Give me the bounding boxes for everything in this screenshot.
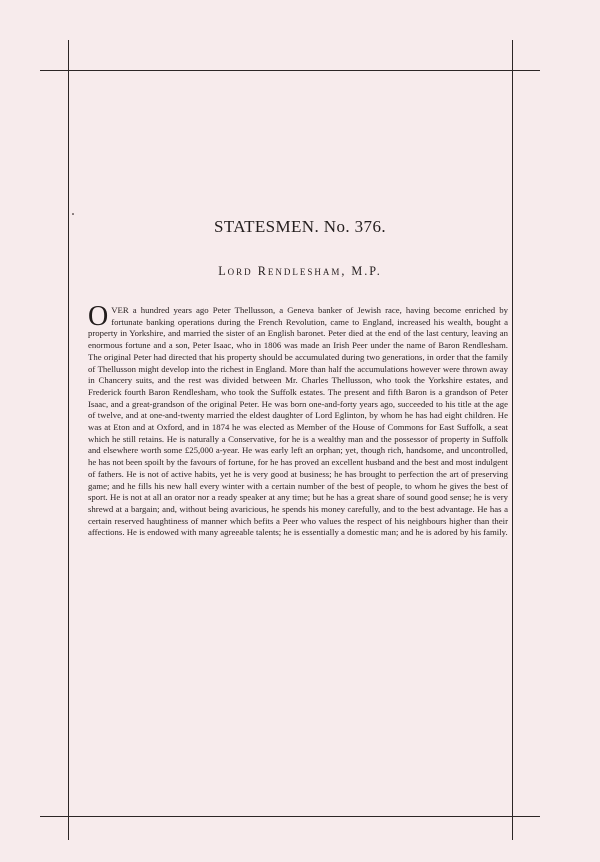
article-text: VER a hundred years ago Peter Thellusson, a Geneva banker of Jewish race, having become enriched by fortunate banking operations during the French Revolution, came to England, increased his wealth, bought a property in Yorkshire, and married the sister of an English baronet. Peter died at the end of the last century, leaving an enormous fortune and a son, Peter Isaac, who in 1806 was made an Irish Peer under the name of Baron Rendlesham. The original Peter had directed that his property should be accumulated during two generations, in order that the family of Thellusson might develop into the richest in England. More than half the accumulations however were thrown away in Chancery suits, and the rest was divided between Mr. Charles Thellusson, who took the Yorkshire estates, and Frederick fourth Baron Rendlesham, who took the Suffolk estates. The present and fifth Baron is a grandson of Peter Isaac, and a great-grandson of the original Peter. He was born one-and-forty years ago, succeeded to his title at the age of twelve, and at one-and-twenty married the eldest daughter of Lord Eglinton, by whom he has had eight children. He was at Eton and at Oxford, and in 1874 he was elected as Member of the House of Commons for East Suffolk, a seat which he still retains. He is naturally a Conservative, for he is a wealthy man and the possessor of property in Suffolk and elsewhere worth some £25,000 a-year. He was early left an orphan; yet, though rich, handsome, and uncontrolled, he has not been spoilt by the favours of fortune, for he has proved an excellent husband and the best and most indulgent of fathers. He is not of active habits, yet he is very good at business; he has brought to perfection the art of preserving game; and he fills his new hall every winter with a certain number of the best of people, to whom he gives the best of sport. He is not at all an orator nor a ready speaker at any time; but he has a great share of sound good sense; he is very shrewd at a bargain; and, without being avaricious, he spends his money carefully, and to the best advantage. He has a certain reserved haughtiness of manner which befits a Peer who values the respect of his neighbours higher than their affections. He is endowed with many agreeable talents; he is essentially a domestic man; and he is adored by his family. [88, 305, 508, 538]
drop-cap: O [88, 301, 109, 332]
frame-line-left [68, 40, 69, 840]
page-title: STATESMEN. No. 376. [214, 217, 386, 236]
frame-line-right [512, 40, 513, 840]
paper-speck [72, 213, 74, 215]
article-body [88, 301, 508, 539]
frame-line-bottom [40, 816, 540, 817]
frame-line-top [40, 70, 540, 71]
page-subtitle: Lord Rendlesham, M.P. [218, 264, 382, 278]
